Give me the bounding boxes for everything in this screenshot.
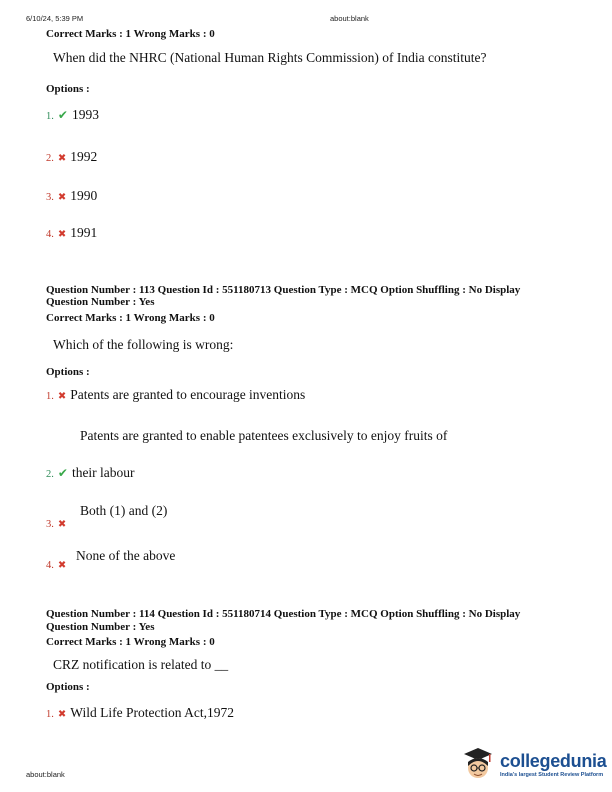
marks-line: Correct Marks : 1 Wrong Marks : 0 — [46, 636, 215, 648]
option-item — [46, 106, 99, 124]
marks-line: Correct Marks : 1 Wrong Marks : 0 — [46, 28, 215, 40]
option-item — [46, 187, 97, 205]
print-datetime: 6/10/24, 5:39 PM — [26, 14, 84, 23]
check-icon: ✔ — [57, 466, 68, 480]
option-item — [46, 148, 97, 166]
marks-line: Correct Marks : 1 Wrong Marks : 0 — [46, 312, 215, 324]
option-text: Both (1) and (2) — [80, 503, 168, 518]
option-text: 1991 — [70, 225, 98, 240]
options-label: Options : — [46, 83, 90, 95]
print-url: about:blank — [330, 14, 369, 23]
cross-icon: ✖ — [57, 153, 67, 164]
cross-icon: ✖ — [57, 560, 67, 571]
footer-url: about:blank — [26, 770, 65, 779]
option-item — [46, 704, 234, 722]
question-meta-continued: Question Number : Yes — [46, 296, 155, 308]
option-number: 1. — [46, 111, 54, 122]
question-text: Which of the following is wrong: — [53, 337, 234, 352]
option-text: 1990 — [70, 188, 98, 203]
option-number: 1. — [46, 391, 54, 402]
option-item — [46, 514, 66, 532]
question-text: CRZ notification is related to __ — [53, 657, 229, 672]
option-item — [46, 224, 97, 242]
cross-icon: ✖ — [57, 229, 67, 240]
question-meta-continued: Question Number : Yes — [46, 621, 155, 633]
option-item — [46, 386, 305, 404]
option-number: 4. — [46, 560, 54, 571]
option-number: 2. — [46, 469, 54, 480]
check-icon: ✔ — [57, 108, 68, 122]
option-text: 1992 — [70, 149, 98, 164]
options-label: Options : — [46, 366, 90, 378]
cross-icon: ✖ — [57, 391, 67, 402]
option-text: 1993 — [71, 107, 99, 122]
option-text: Wild Life Protection Act,1972 — [70, 705, 234, 720]
option-number: 4. — [46, 229, 54, 240]
graduate-mascot-icon — [458, 744, 498, 784]
question-text: When did the NHRC (National Human Rights Commission) of India constitute? — [53, 50, 487, 65]
question-meta: Question Number : 113 Question Id : 551180713 Question Type : MCQ Option Shuffling : No Display — [46, 284, 521, 296]
option-text: None of the above — [76, 548, 176, 563]
cross-icon: ✖ — [57, 192, 67, 203]
option-item — [46, 464, 135, 482]
option-number: 2. — [46, 153, 54, 164]
option-number: 3. — [46, 192, 54, 203]
option-item — [46, 555, 66, 573]
option-number: 3. — [46, 519, 54, 530]
options-label: Options : — [46, 681, 90, 693]
collegedunia-logo — [458, 744, 606, 784]
cross-icon: ✖ — [57, 709, 67, 720]
logo-tagline: India's largest Student Review Platform — [500, 771, 604, 778]
question-meta: Question Number : 114 Question Id : 551180714 Question Type : MCQ Option Shuffling : No Display — [46, 608, 521, 620]
cross-icon: ✖ — [57, 519, 67, 530]
option-text-line2: their labour — [71, 465, 135, 480]
logo-wordmark: collegedunia — [500, 750, 607, 771]
option-text-line1: Patents are granted to enable patentees exclusively to enjoy fruits of — [80, 428, 448, 443]
option-number: 1. — [46, 709, 54, 720]
option-text: Patents are granted to encourage inventions — [70, 387, 306, 402]
